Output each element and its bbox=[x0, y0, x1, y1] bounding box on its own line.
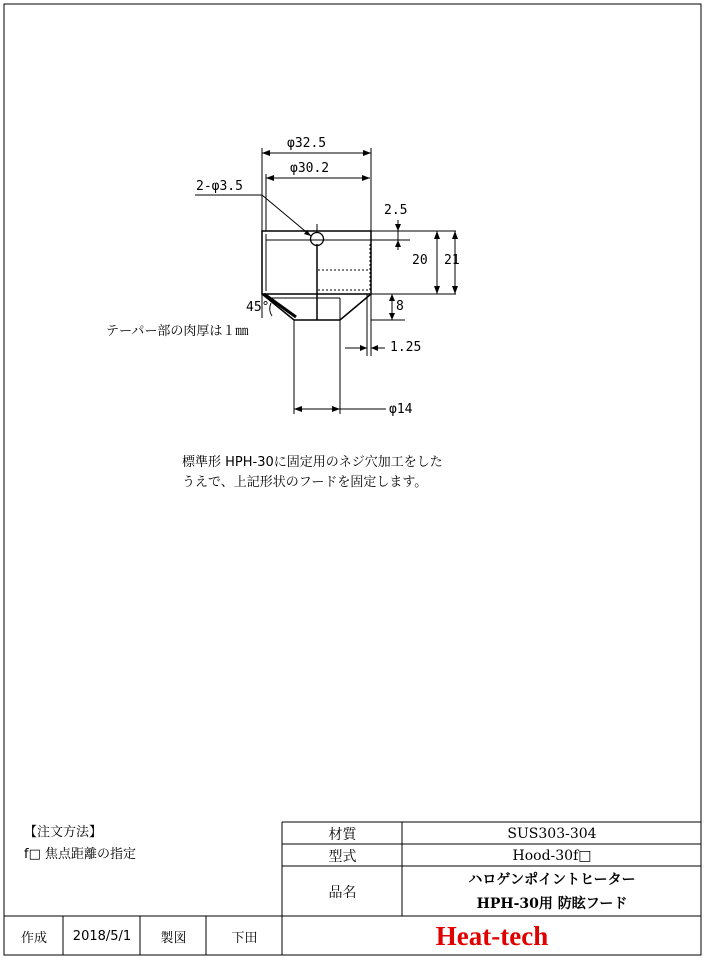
drafter: 下田 bbox=[231, 930, 258, 946]
screw-hole bbox=[311, 233, 324, 246]
dim-phi-30-2: φ30.2 bbox=[290, 161, 330, 176]
dim-8: 8 bbox=[396, 299, 404, 314]
dim-phi-32-5: φ32.5 bbox=[287, 136, 327, 151]
dim-2-5: 2.5 bbox=[384, 203, 408, 218]
material-label: 材質 bbox=[328, 826, 357, 843]
dim-phi-14: φ14 bbox=[389, 402, 413, 417]
dim-hole: 2-φ3.5 bbox=[196, 179, 243, 194]
date: 2018/5/1 bbox=[72, 928, 132, 944]
drawing-note-line-2: うえで、上記形状のフードを固定します。 bbox=[182, 475, 428, 490]
heat-tech-logo: Heat-tech bbox=[435, 920, 549, 951]
order-title: 【注文方法】 bbox=[24, 825, 103, 840]
model-value: Hood-30f□ bbox=[512, 847, 592, 864]
name-label: 品名 bbox=[328, 884, 357, 901]
dim-20: 20 bbox=[412, 253, 428, 268]
order-line: f□ 焦点距離の指定 bbox=[24, 847, 136, 862]
dim-angle: 45° bbox=[246, 300, 270, 315]
material-value: SUS303-304 bbox=[507, 825, 597, 842]
dim-21: 21 bbox=[444, 253, 460, 268]
name-value-line-2: HPH-30用 防眩フード bbox=[476, 896, 628, 912]
model-label: 型式 bbox=[328, 848, 357, 865]
made-label: 作成 bbox=[20, 930, 47, 946]
drawn-label: 製図 bbox=[160, 930, 187, 946]
drawing-note-line-1: 標準形 HPH-30に固定用のネジ穴加工をした bbox=[182, 455, 443, 470]
dim-1-25: 1.25 bbox=[390, 340, 422, 355]
taper-note: テーパー部の肉厚は１㎜ bbox=[106, 324, 249, 339]
name-value-line-1: ハロゲンポイントヒーター bbox=[468, 872, 636, 888]
